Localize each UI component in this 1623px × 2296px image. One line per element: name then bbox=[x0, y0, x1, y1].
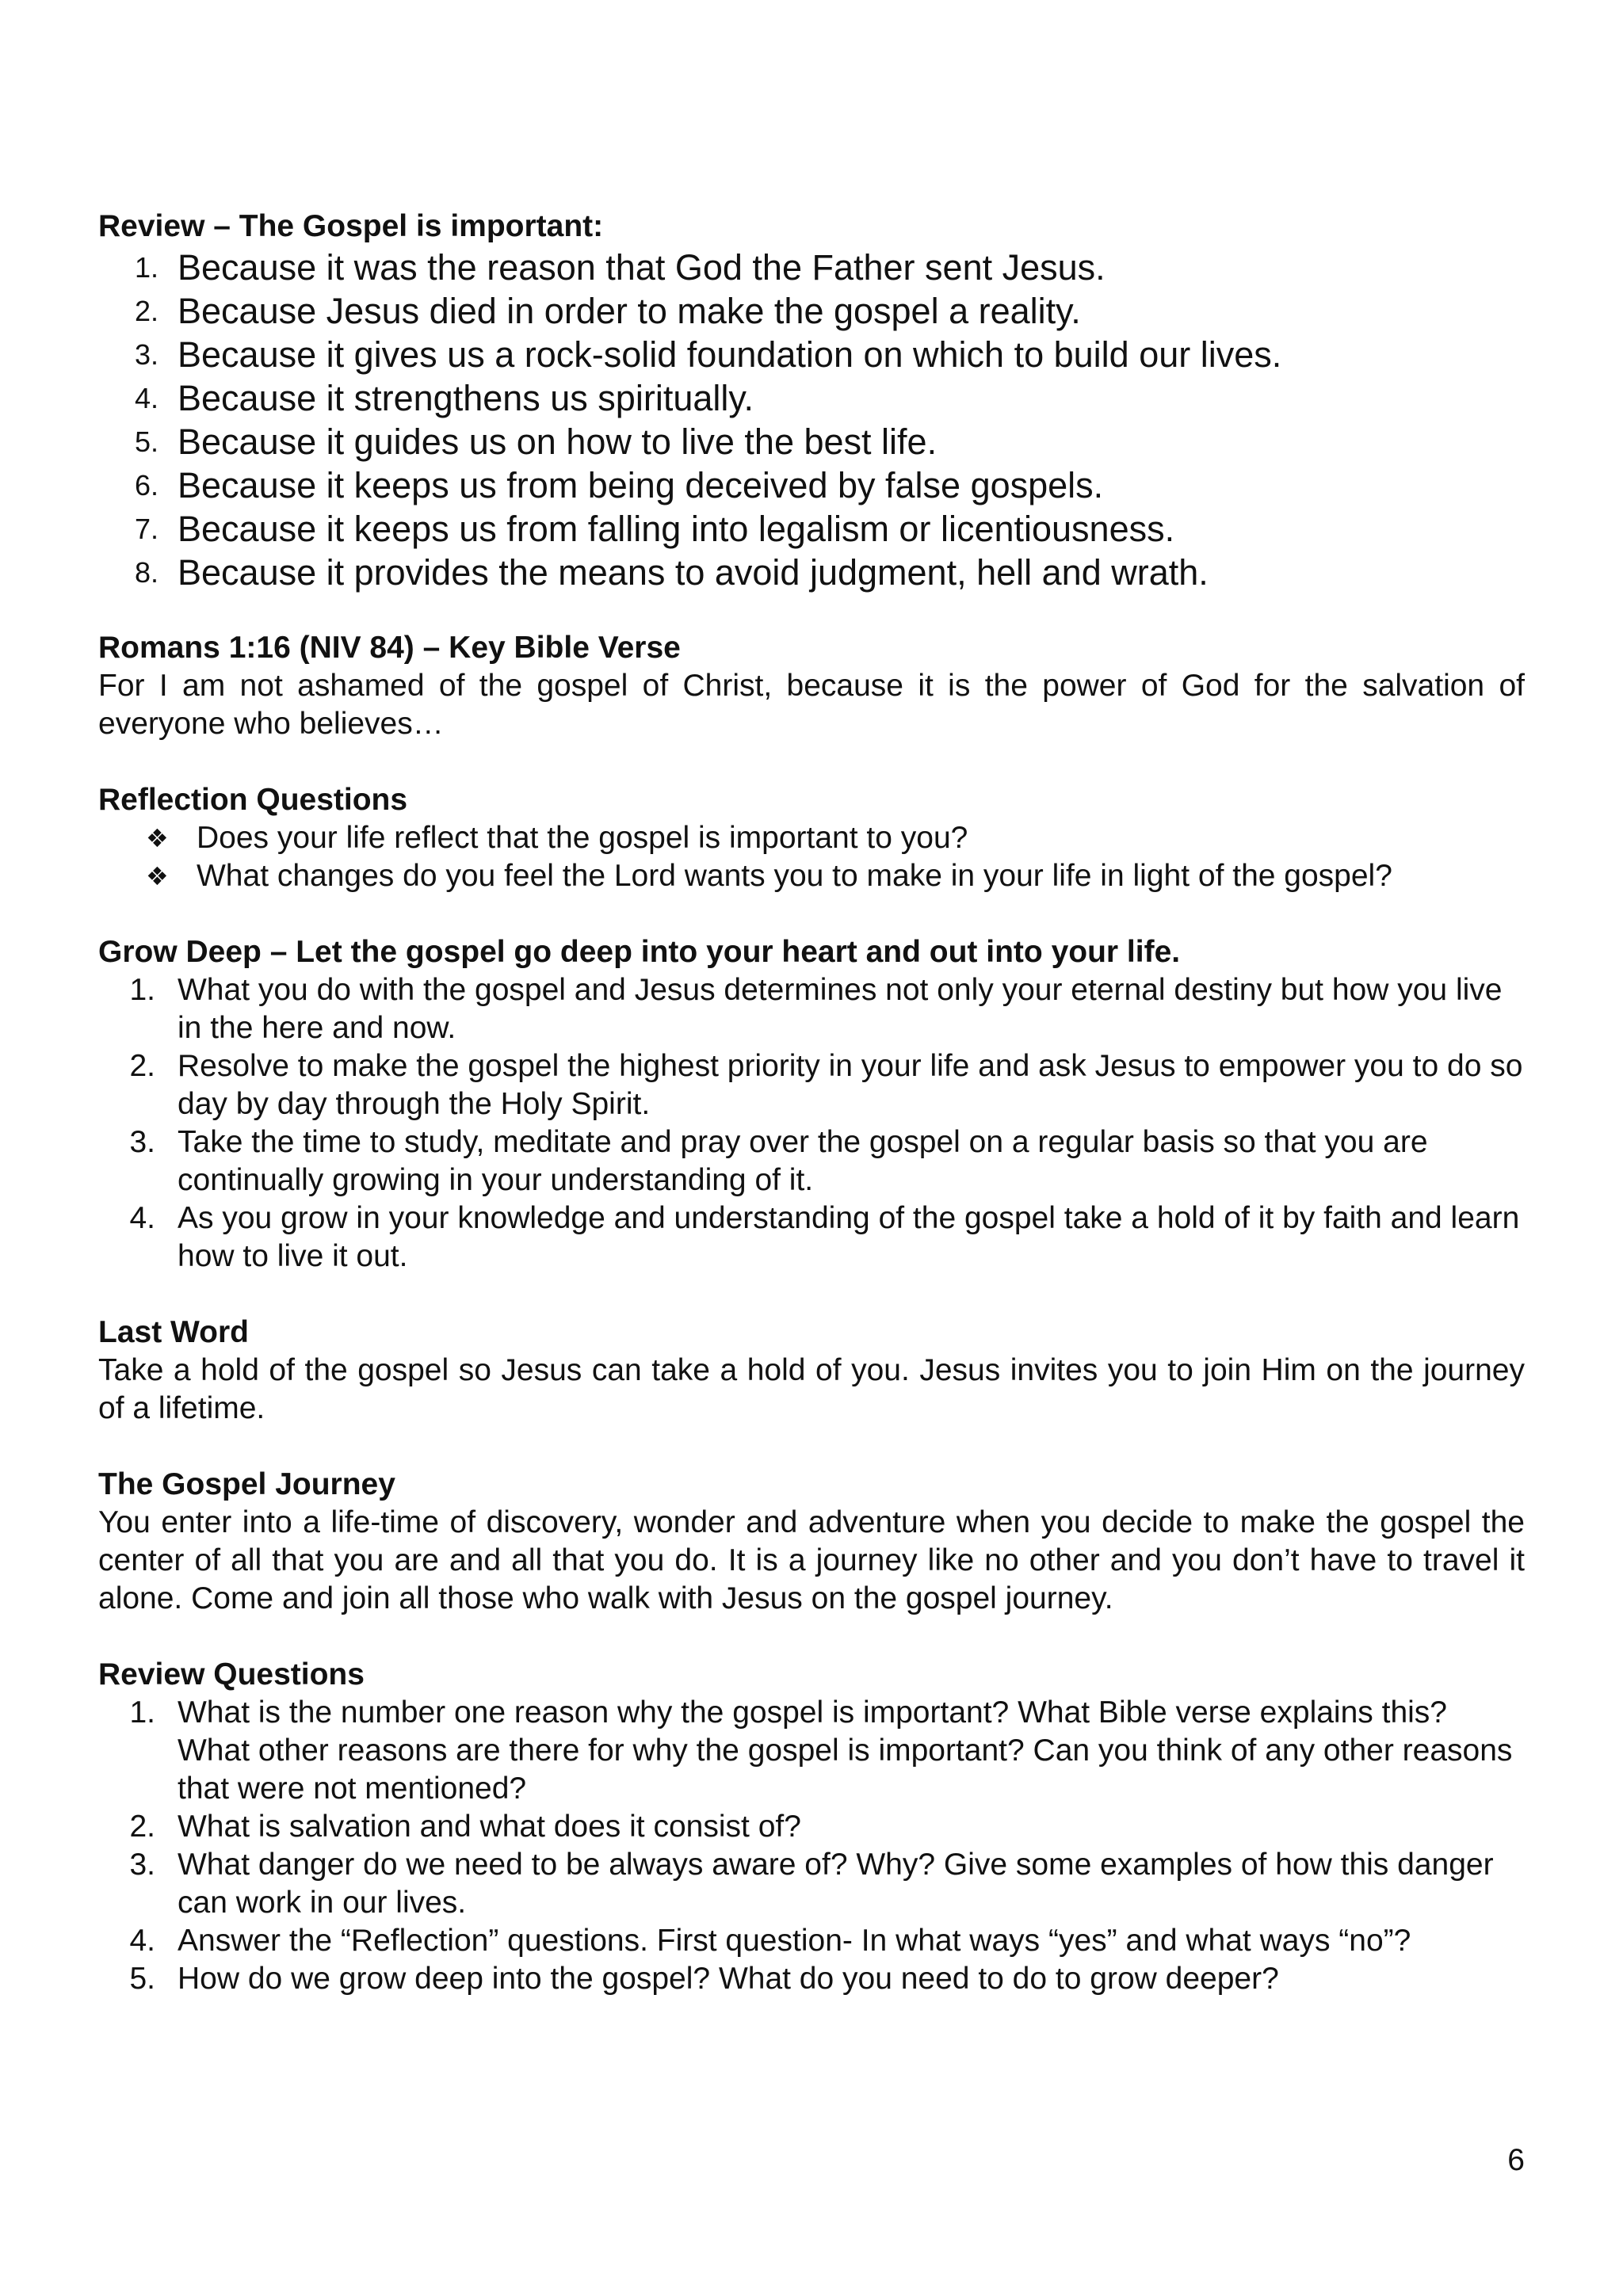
list-text: Because Jesus died in order to make the gospel a reality. bbox=[178, 291, 1081, 331]
list-text: As you grow in your knowledge and understanding of the gospel take a hold of it by faith and learn how to live it out. bbox=[178, 1201, 1520, 1273]
list-item bbox=[98, 1960, 1525, 1998]
list-item bbox=[98, 1047, 1525, 1123]
list-text: Does your life reflect that the gospel is important to you? bbox=[197, 821, 968, 855]
spacer bbox=[98, 895, 1525, 933]
list-number: 8. bbox=[134, 556, 158, 589]
spacer bbox=[98, 743, 1525, 781]
list-item bbox=[98, 333, 1525, 376]
list-text: Because it strengthens us spiritually. bbox=[178, 378, 754, 418]
list-number: 2. bbox=[129, 1810, 155, 1844]
list-number: 4. bbox=[129, 1201, 155, 1235]
list-item bbox=[98, 1123, 1525, 1199]
list-text: How do we grow deep into the gospel? What do you need to do to grow deeper? bbox=[178, 1962, 1279, 1996]
spacer bbox=[98, 1618, 1525, 1656]
spacer bbox=[98, 1428, 1525, 1466]
list-item bbox=[98, 1694, 1525, 1808]
reflection-section bbox=[98, 781, 1525, 895]
list-text: Because it gives us a rock-solid foundation on which to build our lives. bbox=[178, 334, 1282, 375]
list-text: Answer the “Reflection” questions. First question- In what ways “yes” and what ways “no”? bbox=[178, 1924, 1411, 1958]
list-text: Because it keeps us from being deceived by false gospels. bbox=[178, 465, 1104, 505]
reflection-heading: Reflection Questions bbox=[98, 783, 408, 817]
list-number: 4. bbox=[129, 1924, 155, 1958]
key-verse-section bbox=[98, 629, 1525, 743]
list-number: 1. bbox=[129, 973, 155, 1007]
review-questions-section bbox=[98, 1656, 1525, 1998]
gospel-journey-heading: The Gospel Journey bbox=[98, 1467, 395, 1501]
list-text: What is the number one reason why the gospel is important? What Bible verse explains this? What other reasons are there for why the gospel is important? Can you think of any other reasons that were not mentioned? bbox=[178, 1695, 1513, 1806]
gospel-journey-text: You enter into a life-time of discovery, wonder and adventure when you decide to make the gospel the center of all that you are and all that you do. It is a journey like no other and you don’t have to travel it alone. Come and join all those who walk with Jesus on the gospel journey. bbox=[98, 1505, 1525, 1615]
list-text: What danger do we need to be always aware of? Why? Give some examples of how this danger can work in our lives. bbox=[178, 1848, 1494, 1920]
list-text: What changes do you feel the Lord wants you to make in your life in light of the gospel? bbox=[197, 859, 1392, 893]
last-word-section bbox=[98, 1314, 1525, 1428]
list-text: Because it provides the means to avoid judgment, hell and wrath. bbox=[178, 552, 1209, 593]
list-number: 3. bbox=[129, 1125, 155, 1159]
list-item bbox=[98, 1808, 1525, 1846]
list-text: What you do with the gospel and Jesus determines not only your eternal destiny but how you live in the here and now. bbox=[178, 973, 1503, 1045]
list-number: 5. bbox=[129, 1962, 155, 1996]
grow-deep-section bbox=[98, 933, 1525, 1276]
list-number: 7. bbox=[134, 513, 158, 545]
list-text: Take the time to study, meditate and pray over the gospel on a regular basis so that you are continually growing in your understanding of it. bbox=[178, 1125, 1428, 1197]
list-item bbox=[98, 1199, 1525, 1276]
list-number: 1. bbox=[129, 1695, 155, 1730]
list-number: 2. bbox=[129, 1049, 155, 1083]
list-text: Because it was the reason that God the Father sent Jesus. bbox=[178, 247, 1106, 288]
list-item bbox=[98, 971, 1525, 1047]
diamond-bullet-icon: ❖ bbox=[146, 823, 169, 853]
list-item bbox=[98, 1846, 1525, 1922]
last-word-heading: Last Word bbox=[98, 1315, 249, 1349]
review-list bbox=[98, 246, 1525, 594]
last-word-text: Take a hold of the gospel so Jesus can take a hold of you. Jesus invites you to join Him on the journey of a lifetime. bbox=[98, 1353, 1525, 1425]
list-item bbox=[98, 819, 1525, 857]
list-item bbox=[98, 376, 1525, 420]
page-number: 6 bbox=[1507, 2143, 1525, 2177]
list-item bbox=[98, 857, 1525, 895]
review-heading: Review – The Gospel is important: bbox=[98, 209, 604, 243]
list-item bbox=[98, 507, 1525, 551]
diamond-bullet-icon: ❖ bbox=[146, 861, 169, 891]
key-verse-heading: Romans 1:16 (NIV 84) – Key Bible Verse bbox=[98, 631, 681, 665]
list-number: 5. bbox=[134, 425, 158, 458]
review-questions-heading: Review Questions bbox=[98, 1657, 365, 1691]
list-item bbox=[98, 1922, 1525, 1960]
gospel-journey-section bbox=[98, 1466, 1525, 1618]
list-number: 1. bbox=[134, 251, 158, 284]
grow-deep-heading: Grow Deep – Let the gospel go deep into your heart and out into your life. bbox=[98, 935, 1181, 969]
list-number: 3. bbox=[134, 338, 158, 371]
list-text: Because it keeps us from falling into legalism or licentiousness. bbox=[178, 509, 1175, 549]
list-item bbox=[98, 246, 1525, 289]
spacer bbox=[98, 594, 1525, 629]
grow-deep-list bbox=[98, 971, 1525, 1276]
review-questions-list bbox=[98, 1694, 1525, 1998]
spacer bbox=[98, 1276, 1525, 1314]
key-verse-text: For I am not ashamed of the gospel of Christ, because it is the power of God for the salvation of everyone who believes… bbox=[98, 669, 1525, 741]
list-item bbox=[98, 289, 1525, 333]
document-page bbox=[98, 208, 1525, 1998]
list-number: 2. bbox=[134, 295, 158, 327]
review-section bbox=[98, 208, 1525, 594]
list-number: 3. bbox=[129, 1848, 155, 1882]
list-text: Resolve to make the gospel the highest priority in your life and ask Jesus to empower you to do so day by day through the Holy Spirit. bbox=[178, 1049, 1523, 1121]
list-item bbox=[98, 463, 1525, 507]
list-number: 4. bbox=[134, 382, 158, 414]
list-number: 6. bbox=[134, 469, 158, 502]
reflection-list bbox=[98, 819, 1525, 895]
list-text: What is salvation and what does it consist of? bbox=[178, 1810, 801, 1844]
list-item bbox=[98, 420, 1525, 463]
list-item bbox=[98, 551, 1525, 594]
list-text: Because it guides us on how to live the best life. bbox=[178, 421, 938, 462]
